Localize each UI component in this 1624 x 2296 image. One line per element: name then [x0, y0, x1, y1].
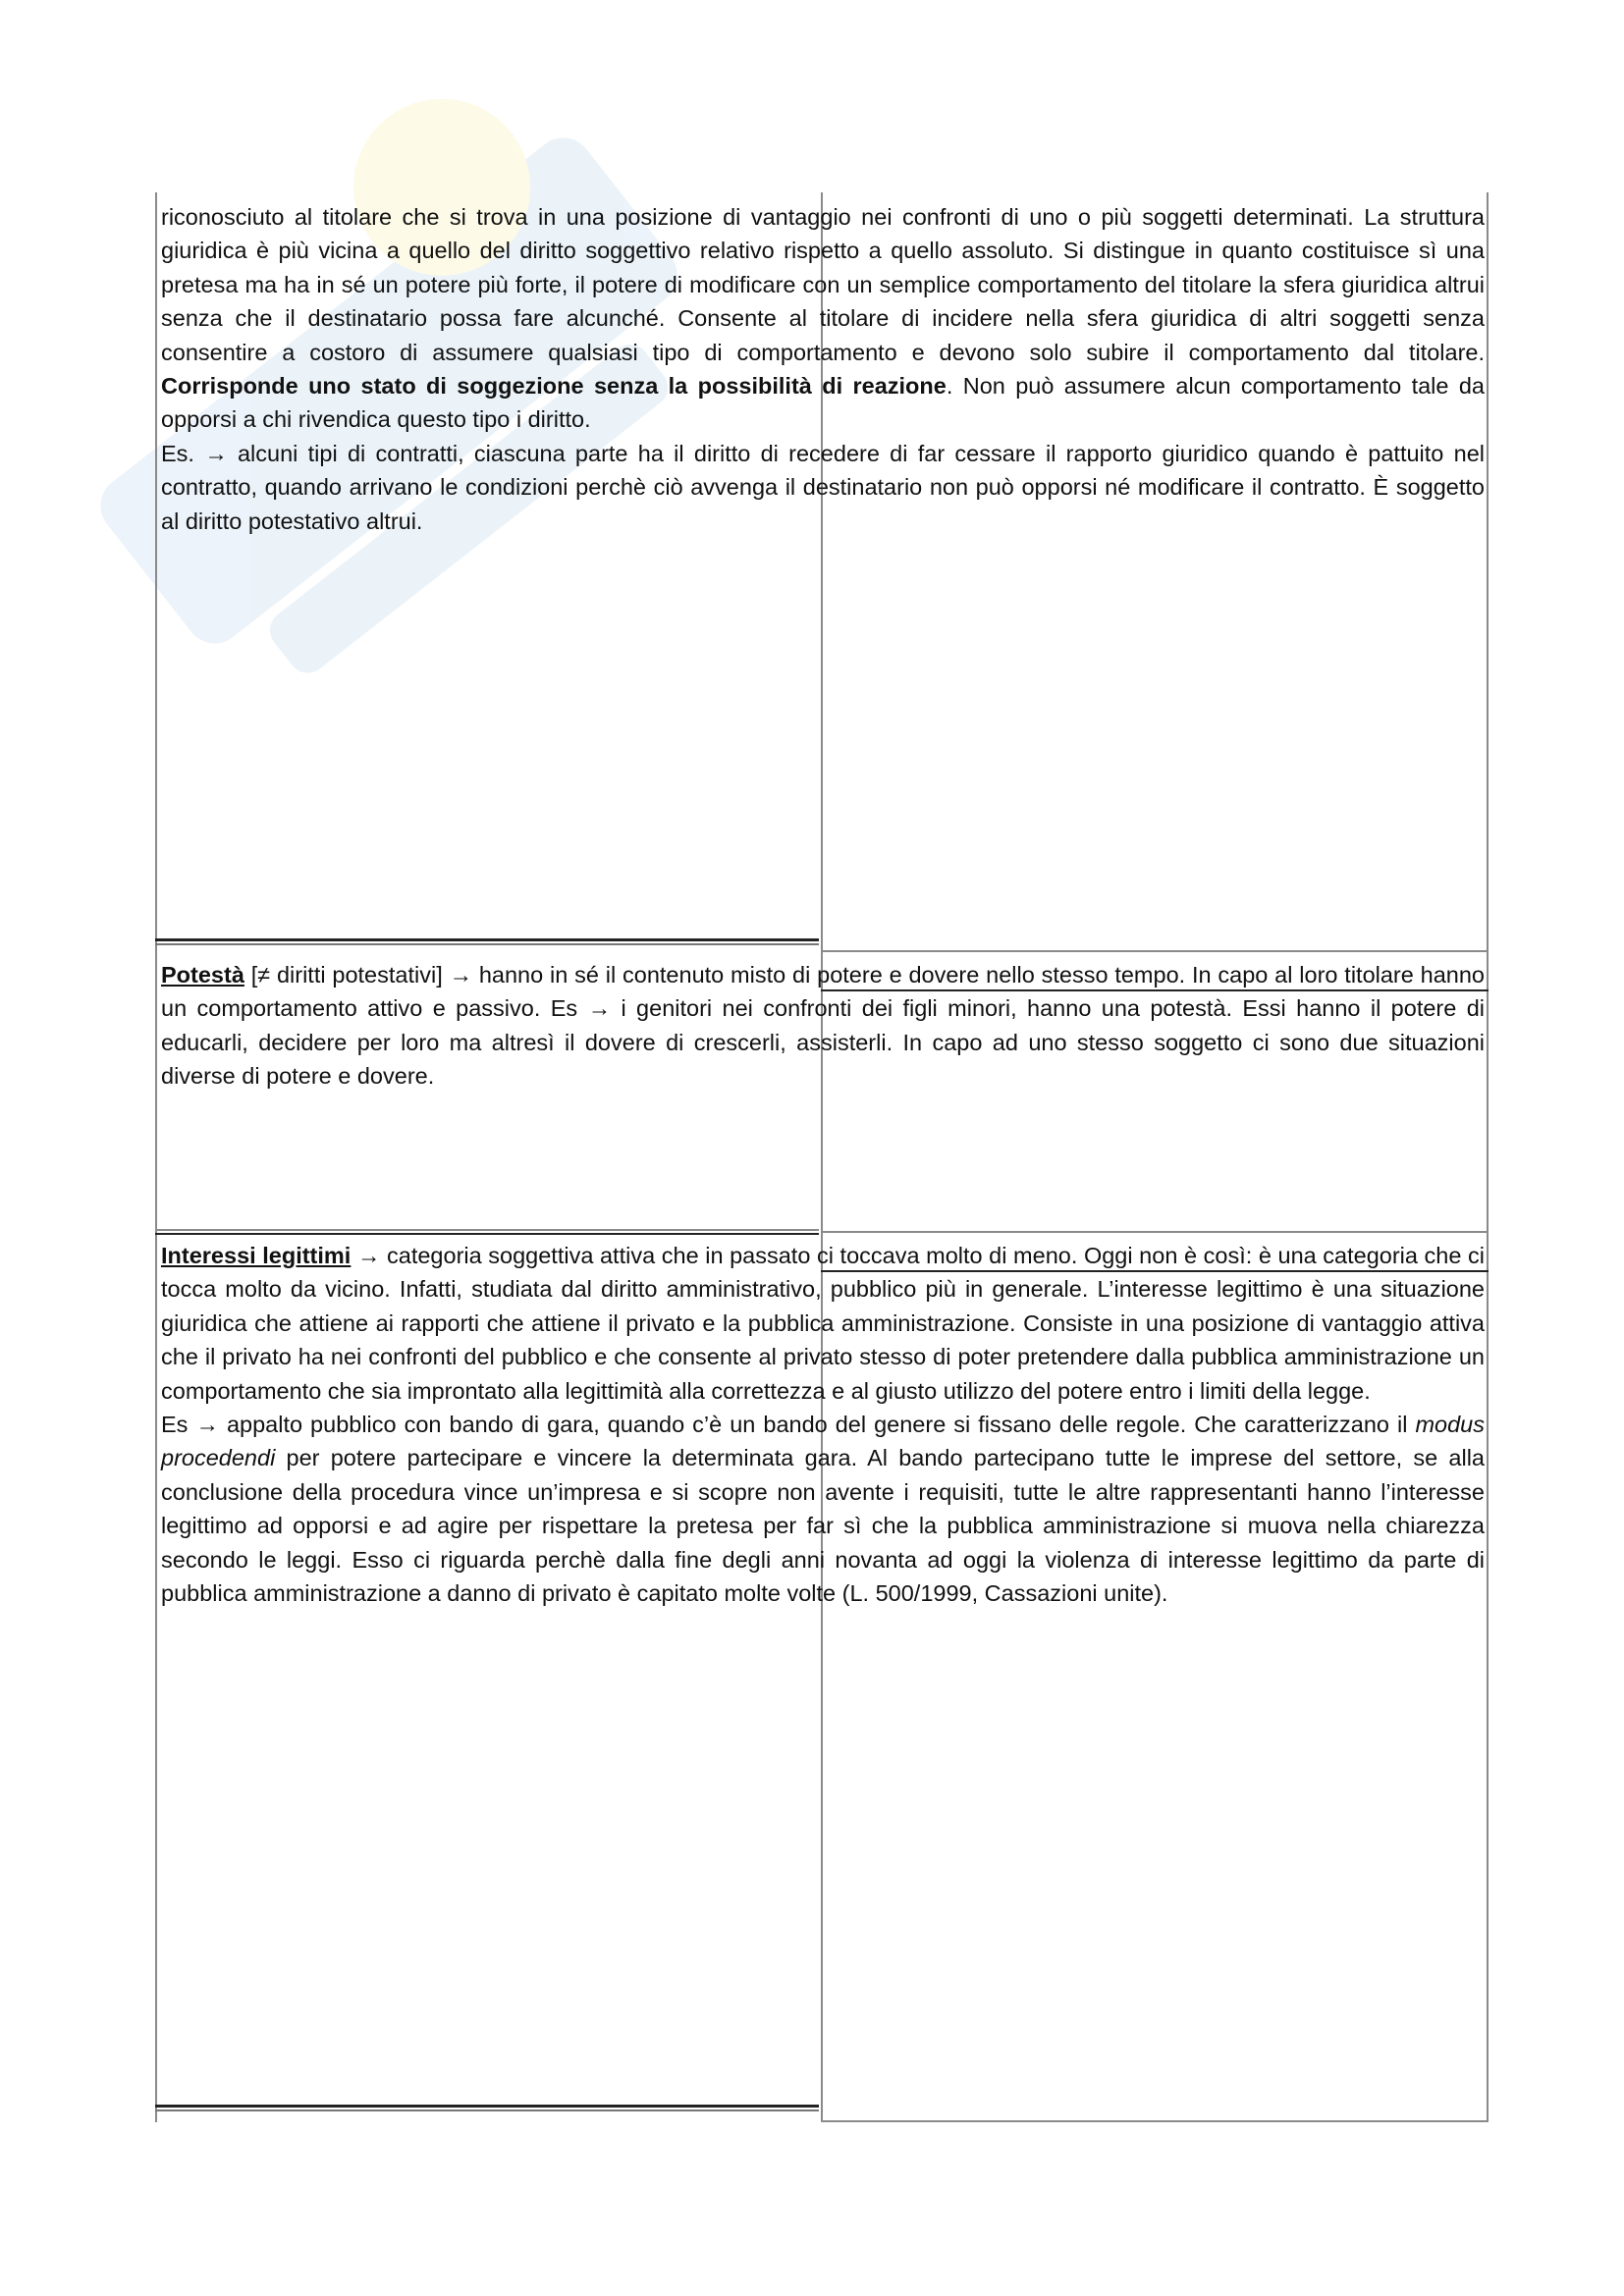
row-divider — [155, 938, 819, 945]
text-run: . Non può assumere alcun comportamento tale da opporsi a chi rivendica questo tipo i diritto. — [161, 373, 1485, 433]
cell-text — [161, 958, 1485, 1094]
table-bottom-border — [155, 2105, 819, 2111]
text-run: Corrisponde uno stato di soggezione senza la possibilità di reazione — [161, 373, 947, 400]
text-run: Potestà — [161, 962, 244, 988]
paragraph — [161, 958, 1485, 1094]
cell-rule — [821, 1270, 1489, 1272]
table-row-diritti-potestativi — [155, 192, 1489, 938]
text-run: → categoria soggettiva attiva che in passato ci toccava molto di meno. Oggi non è così: è una categoria che ci tocca molto da vicino. Infatti, studiata dal diritto amministrativo, pubblico più in generale. L’interesse legittimo è una situazione giuridica che attiene ai rapporti che attiene il privato e la pubblica amministrazione. Consiste in una posizione di vantaggio attiva che il privato ha nei confronti del pubblico e che consente al privato stesso di poter pretendere dalla pubblica amministrazione un comportamento che sia improntato alla legittimità alla correttezza e al giusto utilizzo del potere entro i limiti della legge. — [161, 1243, 1486, 1404]
cell-text — [161, 200, 1485, 538]
text-run: modus procedendi — [161, 1412, 1485, 1471]
text-run: [≠ diritti potestativi] → hanno in sé il contenuto misto di potere e dovere nello stesso tempo. In capo al loro titolare hanno un comportamento attivo e passivo. Es → i genitori nei confronti dei figli minori, hanno una potestà. Essi hanno il potere di educarli, decidere per loro ma altresì il dovere di crescerli, assisterli. In capo ad uno stesso soggetto ci sono due situazioni diverse di potere e dovere. — [161, 962, 1485, 1090]
text-run: per potere partecipare e vincere la determinata gara. Al bando partecipano tutte le imprese del settore, se alla conclusione della procedura vince un’impresa e si scopre non avente i requisiti, tutte le altre rappresentanti hanno l’interesse legittimo ad opporsi e ad agire per rispettare la pretesa per far sì che la pubblica amministrazione si muova nella chiarezza secondo le leggi. Esso ci riguarda perchè dalla fine degli anni novanta ad oggi la violenza di interesse legittimo da parte di pubblica amministrazione a danno di privato è capitato molte volte (L. 500/1999, Cassazioni unite). — [161, 1445, 1485, 1607]
paragraph — [161, 200, 1485, 437]
row-divider-right — [821, 1231, 1489, 1233]
text-run: riconosciuto al titolare che si trova in una posizione di vantaggio nei confronti di uno o più soggetti determinati. La struttura giuridica è più vicina a quello del diritto soggettivo relativo rispetto a quello assoluto. Si distingue in quanto costituisce sì una pretesa ma ha in sé un potere più forte, il potere di modificare con un semplice comportamento del titolare la sfera giuridica altrui senza che il destinatario possa fare alcunché. Consente al titolare di incidere nella sfera giuridica di altri soggetti senza consentire a costoro di assumere qualsiasi tipo di comportamento e devono solo subire il comportamento dal titolare. — [161, 204, 1485, 365]
paragraph — [161, 1239, 1485, 1408]
text-run: Interessi legittimi — [161, 1243, 352, 1268]
table-row-interessi-legittimi — [155, 1231, 1489, 2103]
cell-rule — [821, 989, 1489, 991]
cell-text — [161, 1239, 1485, 1610]
paragraph — [161, 1408, 1485, 1610]
table-bottom-border-right — [821, 2120, 1489, 2122]
notes-table — [155, 192, 1489, 2122]
text-run: Es. → alcuni tipi di contratti, ciascuna parte ha il diritto di recedere di far cessare il rapporto giuridico quando è pattuito nel contratto, quando arrivano le condizioni perchè ciò avvenga il destinatario non può opporsi né modificare il contratto. È soggetto al diritto potestativo altrui. — [161, 440, 1485, 534]
paragraph — [161, 437, 1485, 538]
row-divider — [155, 1233, 819, 1235]
text-run: Es → appalto pubblico con bando di gara, quando c’è un bando del genere si fissano delle regole. Che caratterizzano il — [161, 1412, 1416, 1438]
